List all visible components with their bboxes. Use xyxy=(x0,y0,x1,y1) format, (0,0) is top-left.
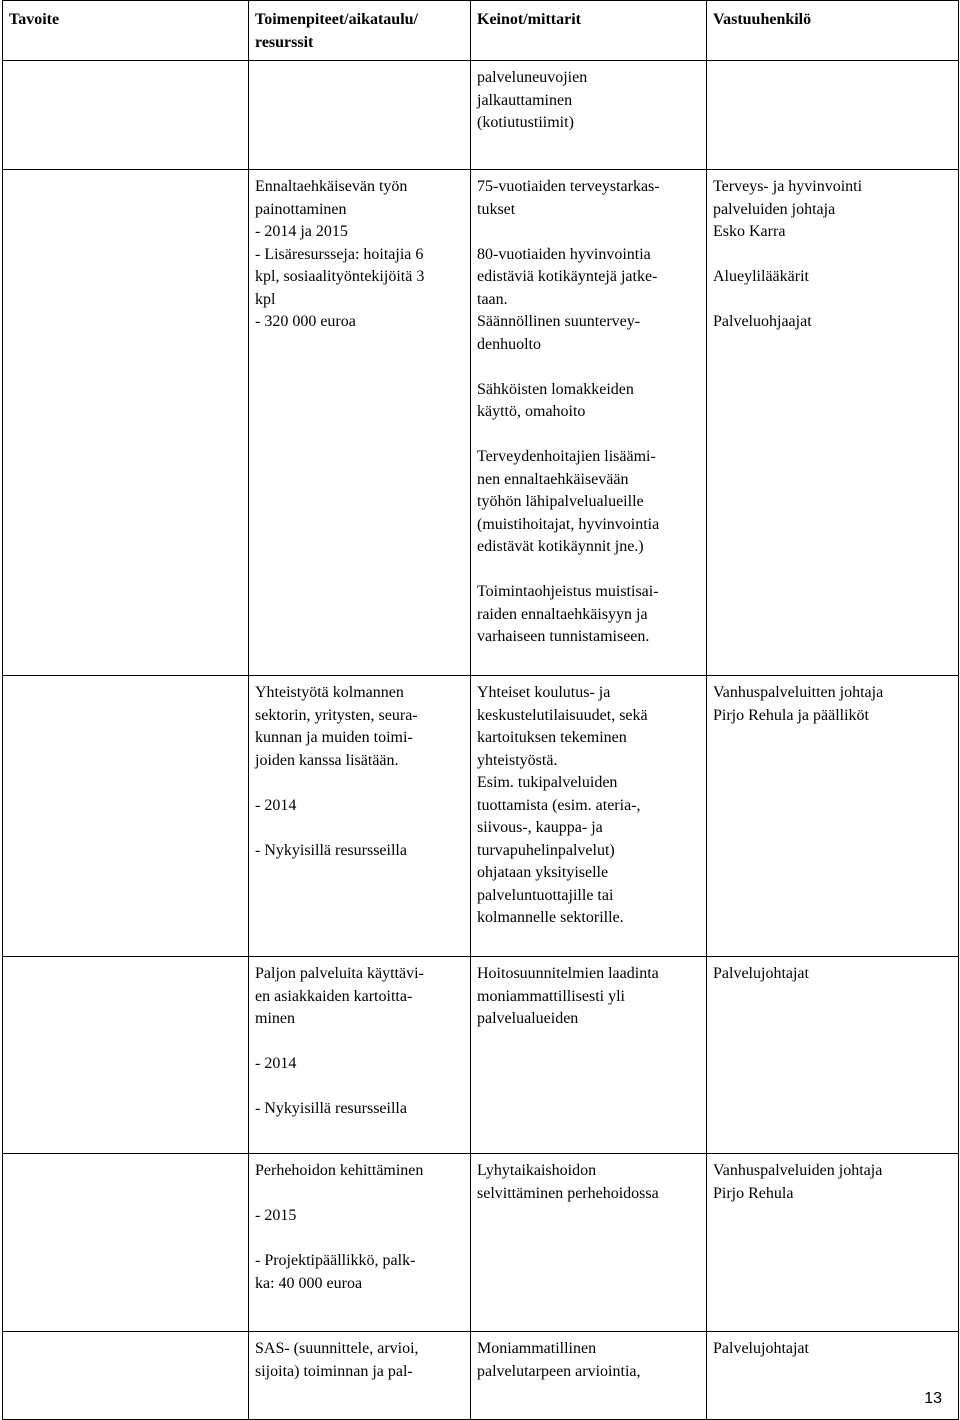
spacer xyxy=(477,559,699,582)
cell-text-line: en asiakkaiden kartoitta- xyxy=(255,987,413,1005)
cell-text-line: SAS- (suunnittele, arvioi, xyxy=(255,1340,419,1357)
cell-keinot xyxy=(471,1154,707,1332)
cell-text-line: 75-vuotiaiden terveystarkas- xyxy=(477,178,660,195)
cell-text-line: Vanhuspalveluiden johtaja xyxy=(713,1162,883,1179)
cell-text-line: Paljon palveluita käyttävi- xyxy=(255,965,424,982)
cell-tavoite xyxy=(3,1332,249,1420)
cell-text-line: joiden kanssa lisätään. xyxy=(255,751,399,769)
cell-text-line: - 2014 xyxy=(255,796,297,814)
cell-tavoite xyxy=(3,957,249,1154)
cell-keinot xyxy=(471,676,707,957)
cell-text-line: Palveluohjaajat xyxy=(713,313,812,330)
cell-tavoite xyxy=(3,61,249,170)
cell-text-line: siivous-, kauppa- ja xyxy=(477,819,603,836)
cell-text-line: yhteistyöstä. xyxy=(477,751,558,769)
cell-text-line: taan. xyxy=(477,290,508,308)
cell-text-line: turvapuhelinpalvelut) xyxy=(477,841,615,859)
spacer xyxy=(713,289,951,312)
cell-text-line: palvelutarpeen arviointia, xyxy=(477,1362,641,1380)
cell-text-line: Alueylilääkärit xyxy=(713,268,809,285)
cell-vastuu xyxy=(707,170,959,676)
cell-text-line: keskustelutilaisuudet, sekä xyxy=(477,706,648,724)
cell-toimenpiteet xyxy=(249,1154,471,1332)
cell-text-line: denhuolto xyxy=(477,335,541,353)
cell-vastuu xyxy=(707,1154,959,1332)
spacer xyxy=(713,244,951,267)
cell-text-line: edistäviä kotikäyntejä jatke- xyxy=(477,268,658,285)
cell-text-line: Lyhytaikaishoidon xyxy=(477,1162,597,1179)
table-row xyxy=(3,676,959,957)
cell-text-line: edistävät kotikäynnit jne.) xyxy=(477,538,644,555)
cell-text-line: Pirjo Rehula ja päälliköt xyxy=(713,706,869,724)
cell-text-line: sektorin, yritysten, seura- xyxy=(255,706,418,724)
cell-text-line: Moniammatillinen xyxy=(477,1340,597,1357)
cell-text-line: Palvelujohtajat xyxy=(713,1340,809,1357)
cell-text-line: Säännöllinen suuntervey- xyxy=(477,313,641,330)
cell-text-line: painottaminen xyxy=(255,200,347,218)
table-row xyxy=(3,61,959,170)
cell-text-line: palveluntuottajille tai xyxy=(477,886,614,904)
spacer xyxy=(477,356,699,379)
spacer xyxy=(255,817,463,840)
cell-vastuu xyxy=(707,61,959,170)
cell-text-line: jalkauttaminen xyxy=(477,91,573,109)
cell-toimenpiteet xyxy=(249,61,471,170)
cell-text-line: Pirjo Rehula xyxy=(713,1184,794,1202)
cell-keinot xyxy=(471,61,707,170)
cell-text-line: selvittäminen perhehoidossa xyxy=(477,1184,659,1202)
cell-text-line: Palvelujohtajat xyxy=(713,965,809,982)
cell-text-line: varhaiseen tunnistamiseen. xyxy=(477,628,650,645)
cell-tavoite xyxy=(3,1154,249,1332)
cell-toimenpiteet xyxy=(249,957,471,1154)
cell-keinot xyxy=(471,170,707,676)
cell-text-line: kunnan ja muiden toimi- xyxy=(255,729,413,746)
cell-toimenpiteet xyxy=(249,170,471,676)
header-vastuuhenkilo: Vastuuhenkilö xyxy=(707,1,959,61)
cell-text-line: Perhehoidon kehittäminen xyxy=(255,1162,424,1179)
table-row xyxy=(3,1332,959,1420)
header-tavoite: Tavoite xyxy=(3,1,249,61)
spacer xyxy=(255,1076,463,1099)
cell-text-line: ka: 40 000 euroa xyxy=(255,1274,363,1292)
spacer xyxy=(255,1228,463,1251)
cell-text-line: kpl xyxy=(255,290,276,308)
cell-text-line: - Nykyisillä resursseilla xyxy=(255,1100,407,1117)
action-plan-table xyxy=(2,0,959,1420)
header-row xyxy=(3,1,959,61)
cell-text-line: ohjataan yksityiselle xyxy=(477,864,609,881)
cell-text-line: tukset xyxy=(477,200,516,218)
cell-text-line: 80-vuotiaiden hyvinvointia xyxy=(477,245,651,263)
cell-text-line: (kotiutustiimit) xyxy=(477,114,574,131)
cell-text-line: käyttö, omahoito xyxy=(477,403,586,420)
cell-tavoite xyxy=(3,170,249,676)
cell-text-line: moniammattillisesti yli xyxy=(477,987,625,1005)
cell-vastuu xyxy=(707,676,959,957)
cell-text-line: sijoita) toiminnan ja pal- xyxy=(255,1362,413,1380)
cell-text-line: nen ennaltaehkäisevään xyxy=(477,470,629,488)
cell-text-line: Sähköisten lomakkeiden xyxy=(477,380,634,398)
cell-text-line: Yhteiset koulutus- ja xyxy=(477,684,611,701)
header-toimenpiteet: Toimenpiteet/aikataulu/ resurssit xyxy=(249,1,471,61)
spacer xyxy=(255,1031,463,1054)
cell-keinot xyxy=(471,957,707,1154)
cell-text-line: työhön lähipalvelualueille xyxy=(477,493,644,510)
cell-text-line: - Lisäresursseja: hoitajia 6 xyxy=(255,245,424,263)
cell-text-line: Terveys- ja hyvinvointi xyxy=(713,178,863,195)
cell-text-line: Vanhuspalveluitten johtaja xyxy=(713,684,884,701)
cell-text-line: (muistihoitajat, hyvinvointia xyxy=(477,515,660,533)
cell-tavoite xyxy=(3,676,249,957)
cell-text-line: - 320 000 euroa xyxy=(255,313,356,330)
cell-text-line: Toimintaohjeistus muistisai- xyxy=(477,583,659,600)
cell-text-line: Esim. tukipalveluiden xyxy=(477,774,618,791)
table-row xyxy=(3,957,959,1154)
cell-text-line: kartoituksen tekeminen xyxy=(477,729,627,746)
cell-text-line: kolmannelle sektorille. xyxy=(477,909,624,926)
cell-text-line: palveluiden johtaja xyxy=(713,200,836,218)
cell-text-line: palveluneuvojien xyxy=(477,69,588,86)
cell-text-line: Terveydenhoitajien lisäämi- xyxy=(477,448,656,465)
cell-text-line: tuottamista (esim. ateria-, xyxy=(477,796,641,814)
cell-text-line: raiden ennaltaehkäisyyn ja xyxy=(477,605,648,623)
header-keinot: Keinot/mittarit xyxy=(471,1,707,61)
table-row xyxy=(3,1154,959,1332)
cell-text-line: Esko Karra xyxy=(713,223,786,240)
cell-text-line: palvelualueiden xyxy=(477,1010,579,1027)
spacer xyxy=(255,772,463,795)
cell-text-line: Yhteistyötä kolmannen xyxy=(255,684,404,701)
cell-keinot xyxy=(471,1332,707,1420)
spacer xyxy=(477,221,699,244)
cell-text-line: - Nykyisillä resursseilla xyxy=(255,841,407,859)
cell-text-line: - 2015 xyxy=(255,1207,297,1224)
cell-text-line: - 2014 ja 2015 xyxy=(255,223,348,240)
cell-text-line: minen xyxy=(255,1010,295,1027)
cell-text-line: Ennaltaehkäisevän työn xyxy=(255,178,408,195)
spacer xyxy=(477,424,699,447)
cell-text-line: kpl, sosiaalityöntekijöitä 3 xyxy=(255,268,425,285)
table-row xyxy=(3,170,959,676)
cell-vastuu xyxy=(707,957,959,1154)
page-number: 13 xyxy=(924,1390,942,1407)
cell-toimenpiteet xyxy=(249,676,471,957)
cell-vastuu xyxy=(707,1332,959,1420)
cell-toimenpiteet xyxy=(249,1332,471,1420)
cell-text-line: Hoitosuunnitelmien laadinta xyxy=(477,965,659,982)
cell-text-line: - Projektipäällikkö, palk- xyxy=(255,1252,416,1269)
cell-text-line: - 2014 xyxy=(255,1055,297,1072)
spacer xyxy=(255,1183,463,1206)
